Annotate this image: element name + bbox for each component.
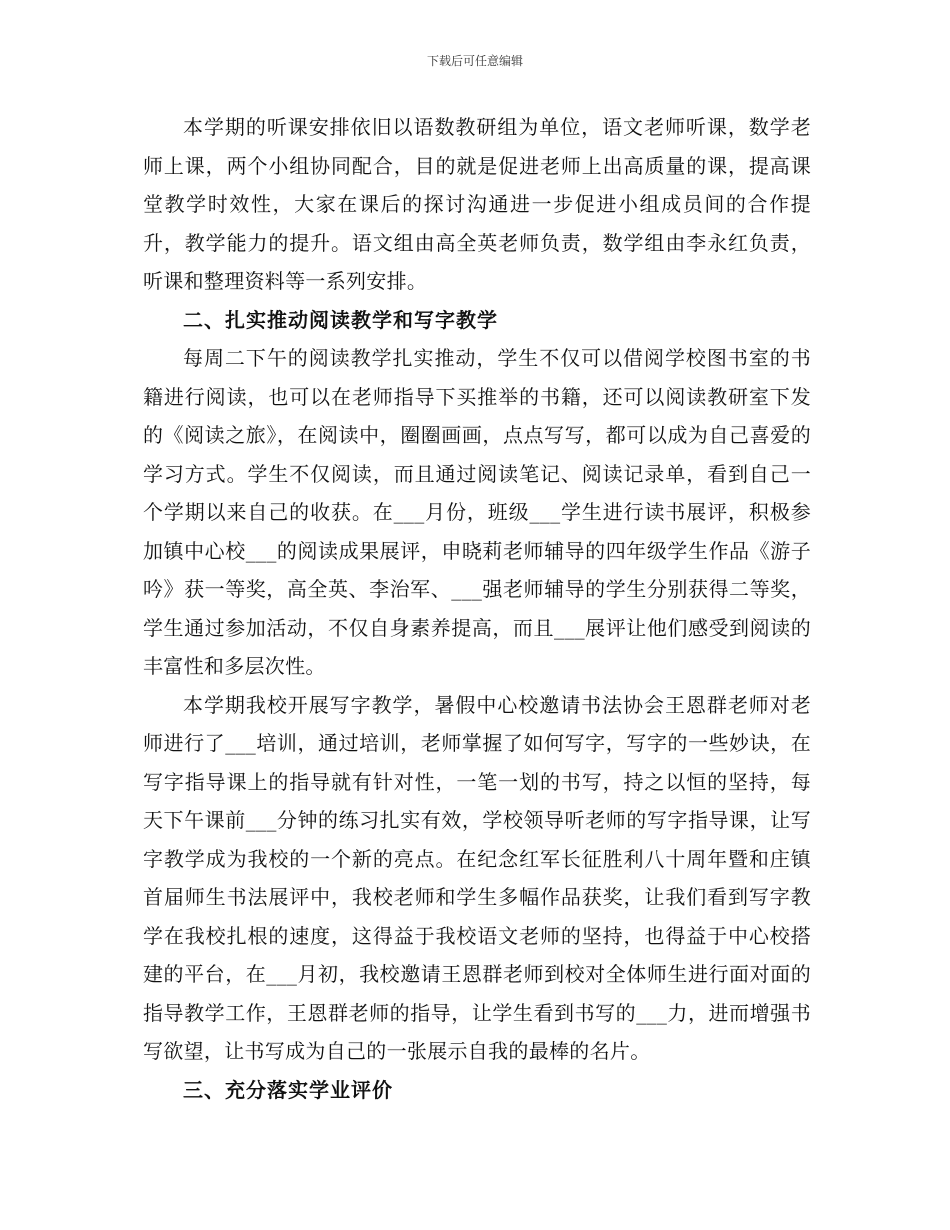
section-heading-reading-writing: 二、扎实推动阅读教学和写字教学 bbox=[183, 307, 498, 332]
document-body bbox=[143, 108, 811, 1109]
section-heading-academic-evaluation: 三、充分落实学业评价 bbox=[183, 1077, 393, 1102]
paragraph-reading-teaching: 每周二下午的阅读教学扎实推动，学生不仅可以借阅学校图书室的书籍进行阅读，也可以在老师指导下买推举的书籍，还可以阅读教研室下发的《阅读之旅》，在阅读中，圈圈画画，点点写写，都可以成为自己喜爱的学习方式。学生不仅阅读，而且通过阅读笔记、阅读记录单，看到自己一个学期以来自己的收获。在___月份，班级___学生进行读书展评，积极参加镇中心校___的阅读成果展评，申晓莉老师辅导的四年级学生作品《游子吟》获一等奖，高全英、李治军、___强老师辅导的学生分别获得二等奖，学生通过参加活动，不仅自身素养提高，而且___展评让他们感受到阅读的丰富性和多层次性。 bbox=[143, 346, 811, 678]
paragraph-listening-arrangement: 本学期的听课安排依旧以语数教研组为单位，语文老师听课，数学老师上课，两个小组协同配合，目的就是促进老师上出高质量的课，提高课堂教学时效性，大家在课后的探讨沟通进一步促进小组成员间的合作提升，教学能力的提升。语文组由高全英老师负责，数学组由李永红负责，听课和整理资料等一系列安排。 bbox=[143, 115, 811, 293]
paragraph-writing-teaching: 本学期我校开展写字教学，暑假中心校邀请书法协会王恩群老师对老师进行了___培训，通过培训，老师掌握了如何写字，写字的一些妙诀，在写字指导课上的指导就有针对性，一笔一划的书写，持之以恒的坚持，每天下午课前___分钟的练习扎实有效，学校领导听老师的写字指导课，让写字教学成为我校的一个新的亮点。在纪念红军长征胜利八十周年暨和庄镇首届师生书法展评中，我校老师和学生多幅作品获奖，让我们看到写字教学在我校扎根的速度，这得益于我校语文老师的坚持，也得益于中心校搭建的平台，在___月初，我校邀请王恩群老师到校对全体师生进行面对面的指导教学工作，王恩群老师的指导，让学生看到书写的___力，进而增强书写欲望，让书写成为自己的一张展示自我的最棒的名片。 bbox=[143, 692, 811, 1063]
page-header: 下载后可任意编辑 bbox=[426, 54, 523, 68]
